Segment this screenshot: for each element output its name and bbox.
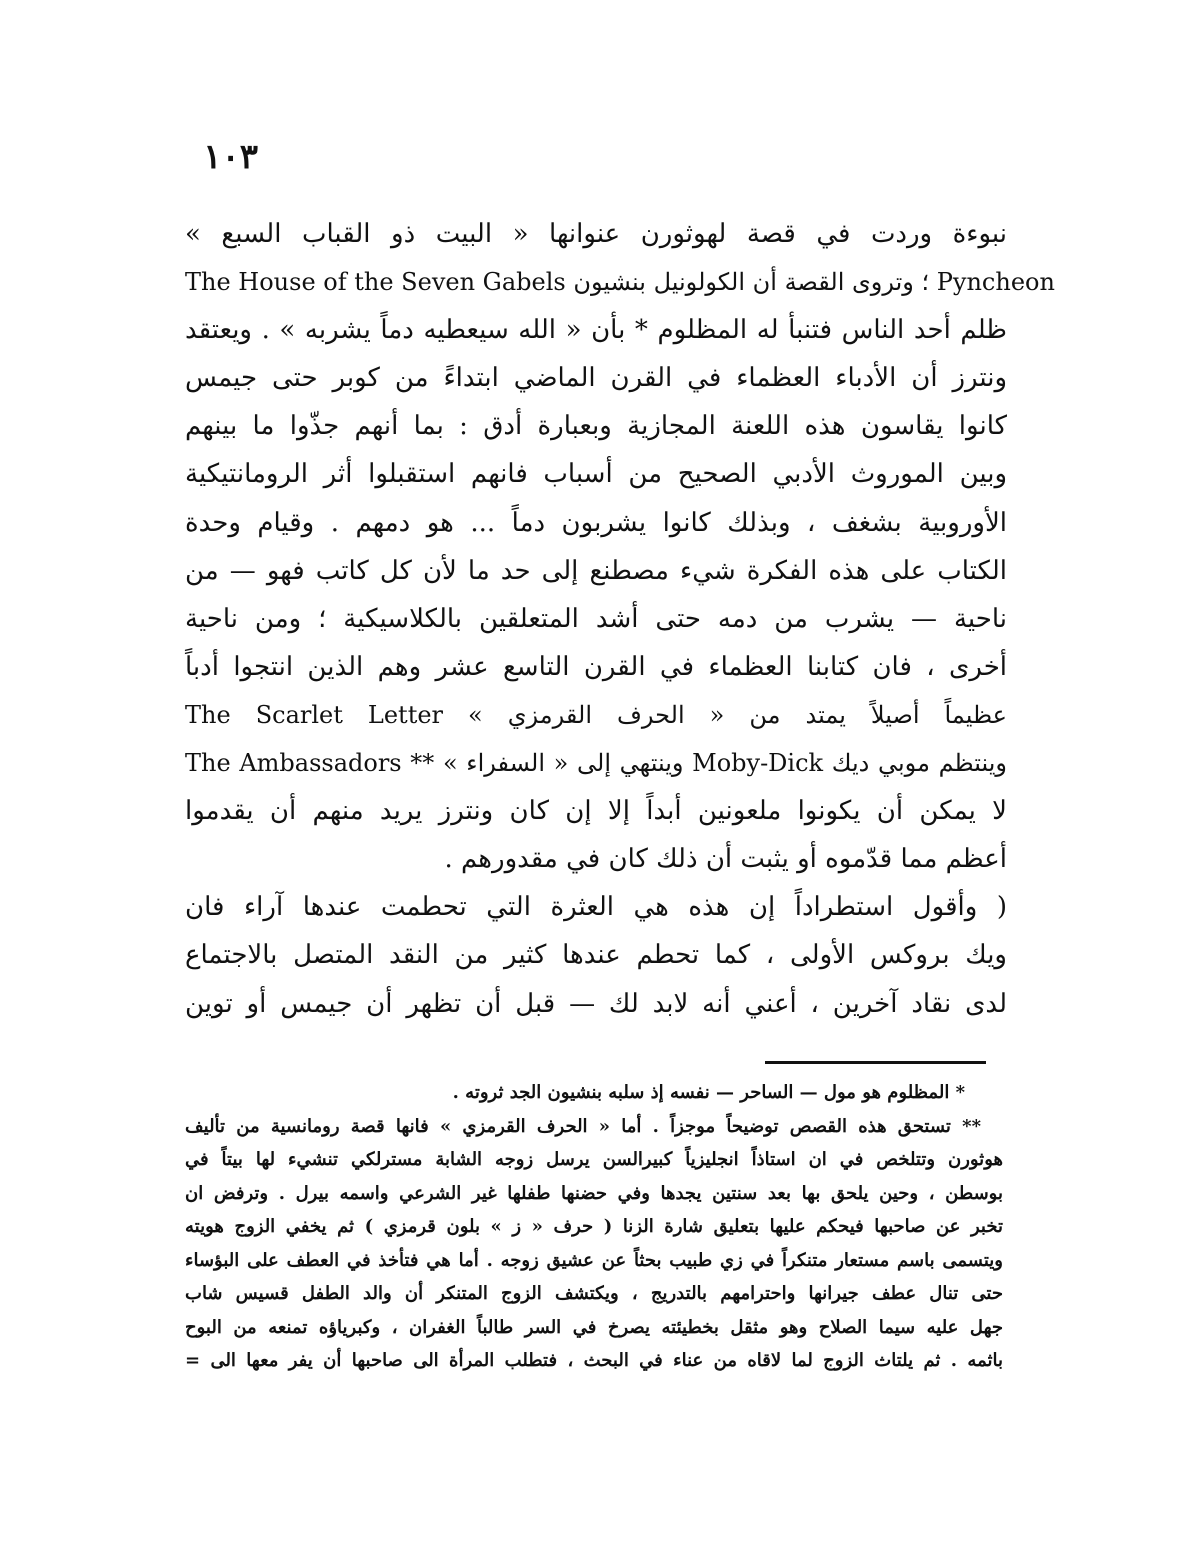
- footnote-line: جهل عليه سيما الصلاح وهو مثقل بخطيئته يصرخ في السر طالباً الغفران ، وكبرياؤه تمنعه من البوح: [185, 1316, 1003, 1338]
- footnotes: [185, 1076, 1003, 1378]
- body-line: وينتظم موبي ديك Moby-Dick وينتهي إلى « السفراء » ** The Ambassadors: [185, 749, 1007, 778]
- body-line: أخرى ، فان كتابنا العظماء في القرن التاسع عشر وهم الذين انتجوا أدباً: [185, 651, 1007, 682]
- footnote-line: ** تستحق هذه القصص توضيحاً موجزاً . أما « الحرف القرمزي » فانها قصة رومانسية من تأليف: [185, 1115, 981, 1137]
- body-line: ويك بروكس الأولى ، كما تحطم عندها كثير من النقد المتصل بالاجتماع: [185, 940, 1007, 971]
- footnote-divider: [765, 1061, 986, 1064]
- footnote-line: هوثورن وتتلخص في ان استاذاً انجليزياً كبيرالسن يرسل زوجه الشابة مسترلكي تنشيء لها بيتاً في: [185, 1149, 1003, 1170]
- body-line: ونترز أن الأدباء العظماء في القرن الماضي ابتداءً من كوبر حتى جيمس: [185, 363, 1007, 394]
- footnote-line: ويتسمى باسم مستعار متنكراً في زي طبيب بحثاً عن عشيق زوجه . أما هي فتأخذ في العطف على البؤساء: [185, 1249, 1003, 1271]
- body-line: نبوءة وردت في قصة لهوثورن عنوانها « البيت ذو القباب السبع »: [185, 219, 1007, 249]
- footnote-line: * المظلوم هو مول — الساحر — نفسه إذ سلبه بنشيون الجد ثروته .: [452, 1082, 965, 1103]
- body-line: لدى نقاد آخرين ، أعني أنه لابد لك — قبل أن تظهر أن جيمس أو توين: [185, 988, 1007, 1019]
- footnote-line: باثمه . ثم يلتاث الزوج لما لاقاه من عناء في البحث ، فتطلب المرأة الى صاحبها أن يفر معها الى =: [185, 1350, 1003, 1371]
- body-line: The House of the Seven Gabels ؛ وتروى القصة أن الكولونيل بنشيون Pyncheon: [185, 268, 1055, 297]
- footnote-line: تخبر عن صاحبها فيحكم عليها بتعليق شارة الزنا ( حرف « ز » بلون قرمزي ) ثم يخفي الزوج هويته: [185, 1216, 1003, 1237]
- body-line: عظيماً أصيلاً يمتد من « الحرف القرمزي » The Scarlet Letter: [185, 700, 1007, 729]
- page-number: ١٠٣: [203, 137, 258, 177]
- body-text: [185, 210, 1055, 1028]
- body-line: لا يمكن أن يكونوا ملعونين أبداً إلا إن كان ونترز يريد منهم أن يقدموا: [185, 796, 1007, 827]
- body-line: ناحية — يشرب من دمه حتى أشد المتعلقين بالكلاسيكية ؛ ومن ناحية: [185, 603, 1007, 634]
- footnote-line: حتى تنال عطف جيرانها واحترامهم بالتدريج ، ويكتشف الزوج المتنكر أن والد الطفل قسيس شاب: [185, 1283, 1003, 1304]
- body-line: الأوروبية بشغف ، وبذلك كانوا يشربون دماً ... هو دمهم . وقيام وحدة: [185, 507, 1007, 538]
- body-line: الكتاب على هذه الفكرة شيء مصطنع إلى حد ما لأن كل كاتب فهو — من: [185, 555, 1007, 586]
- footnote-line: بوسطن ، وحين يلحق بها بعد سنتين يجدها وفي حضنها طفلها غير الشرعي واسمه بيرل . وترفض ان: [185, 1182, 1003, 1204]
- body-line: ( وأقول استطراداً إن هذه هي العثرة التي تحطمت عندها آراء فان: [185, 892, 1007, 923]
- body-line: ظلم أحد الناس فتنبأ له المظلوم * بأن « الله سيعطيه دماً يشربه » . ويعتقد: [185, 315, 1007, 346]
- body-line: كانوا يقاسون هذه اللعنة المجازية وبعبارة أدق : بما أنهم جذّوا ما بينهم: [185, 411, 1007, 442]
- body-line: وبين الموروث الأدبي الصحيح من أسباب فانهم استقبلوا أثر الرومانتيكية: [185, 459, 1007, 490]
- body-line: أعظم مما قدّموه أو يثبت أن ذلك كان في مقدورهم .: [444, 844, 1007, 875]
